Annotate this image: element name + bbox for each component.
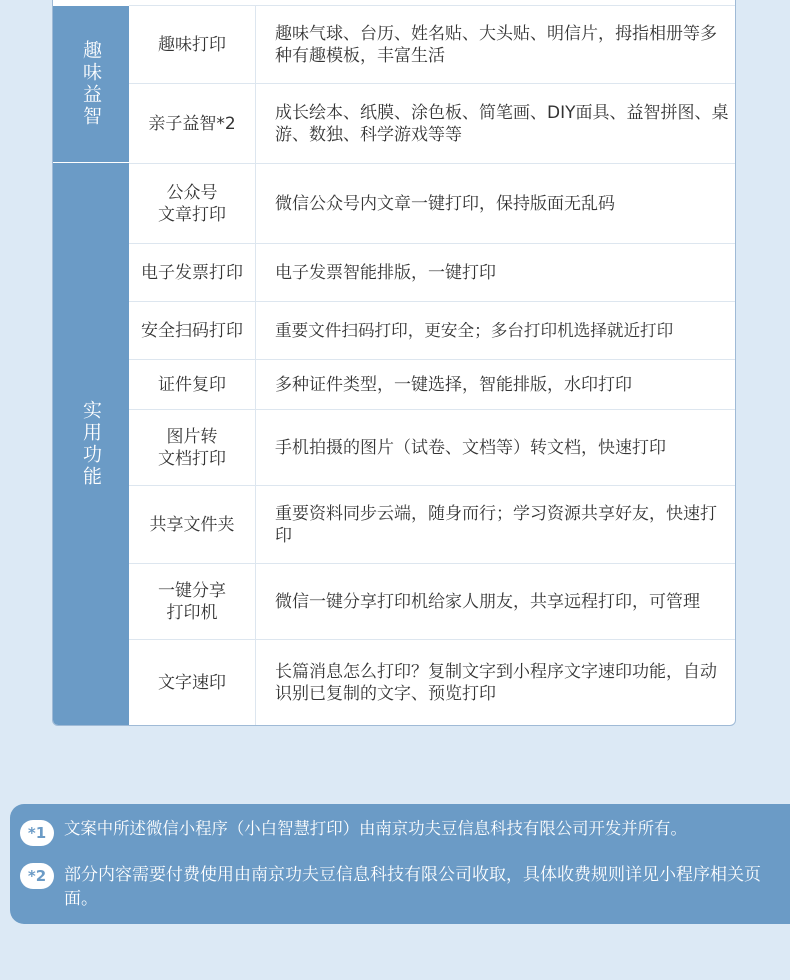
feature-name: 证件复印 [129,360,256,410]
footnote-badge: *2 [20,863,54,889]
table-row [129,639,735,726]
table-row [129,485,735,564]
feature-name: 文字速印 [129,640,256,726]
table-row [129,243,735,302]
feature-desc: 多种证件类型，一键选择，智能排版，水印打印 [275,375,632,395]
table-row [129,163,735,244]
group-utility [53,163,129,725]
feature-name: 趣味打印 [129,6,256,84]
table-row [129,83,735,164]
footnote-text: 部分内容需要付费使用由南京功夫豆信息科技有限公司收取，具体收费规则详见小程序相关页面。 [64,865,761,909]
feature-name: 亲子益智*2 [129,84,256,164]
table-row [129,409,735,486]
feature-name: 安全扫码打印 [129,302,256,360]
feature-desc: 趣味气球、台历、姓名贴、大头贴、明信片，拇指相册等多种有趣模板，丰富生活 [275,24,717,66]
feature-desc: 成长绘本、纸膜、涂色板、简笔画、DIY面具、益智拼图、桌游、数独、科学游戏等等 [275,103,729,145]
feature-name: 图片转 文档打印 [129,410,256,486]
table-row [129,563,735,640]
feature-name: 公众号 文章打印 [129,164,256,244]
table-row [129,301,735,360]
feature-desc: 微信公众号内文章一键打印，保持版面无乱码 [275,194,615,214]
group-label: 趣味益智 [80,40,102,128]
feature-name: 共享文件夹 [129,486,256,564]
group-fun-edu [53,5,129,162]
table-row [129,359,735,410]
feature-name: 电子发票打印 [129,244,256,302]
table-row [129,5,735,84]
footnote-text: 文案中所述微信小程序（小白智慧打印）由南京功夫豆信息科技有限公司开发并所有。 [64,819,687,838]
feature-desc: 长篇消息怎么打印？复制文字到小程序文字速印功能，自动识别已复制的文字、预览打印 [275,662,717,704]
group-label: 实用功能 [80,400,102,488]
footnote-badge: *1 [20,820,54,846]
feature-desc: 手机拍摄的图片（试卷、文档等）转文档，快速打印 [275,438,666,458]
feature-desc: 电子发票智能排版，一键打印 [275,263,496,283]
feature-name: 一键分享 打印机 [129,564,256,640]
feature-table [52,0,736,726]
feature-desc: 重要资料同步云端，随身而行；学习资源共享好友，快速打印 [275,504,717,546]
feature-desc: 微信一键分享打印机给家人朋友，共享远程打印，可管理 [275,592,700,612]
feature-desc: 重要文件扫码打印，更安全；多台打印机选择就近打印 [275,321,674,340]
footnotes-panel [10,804,790,924]
